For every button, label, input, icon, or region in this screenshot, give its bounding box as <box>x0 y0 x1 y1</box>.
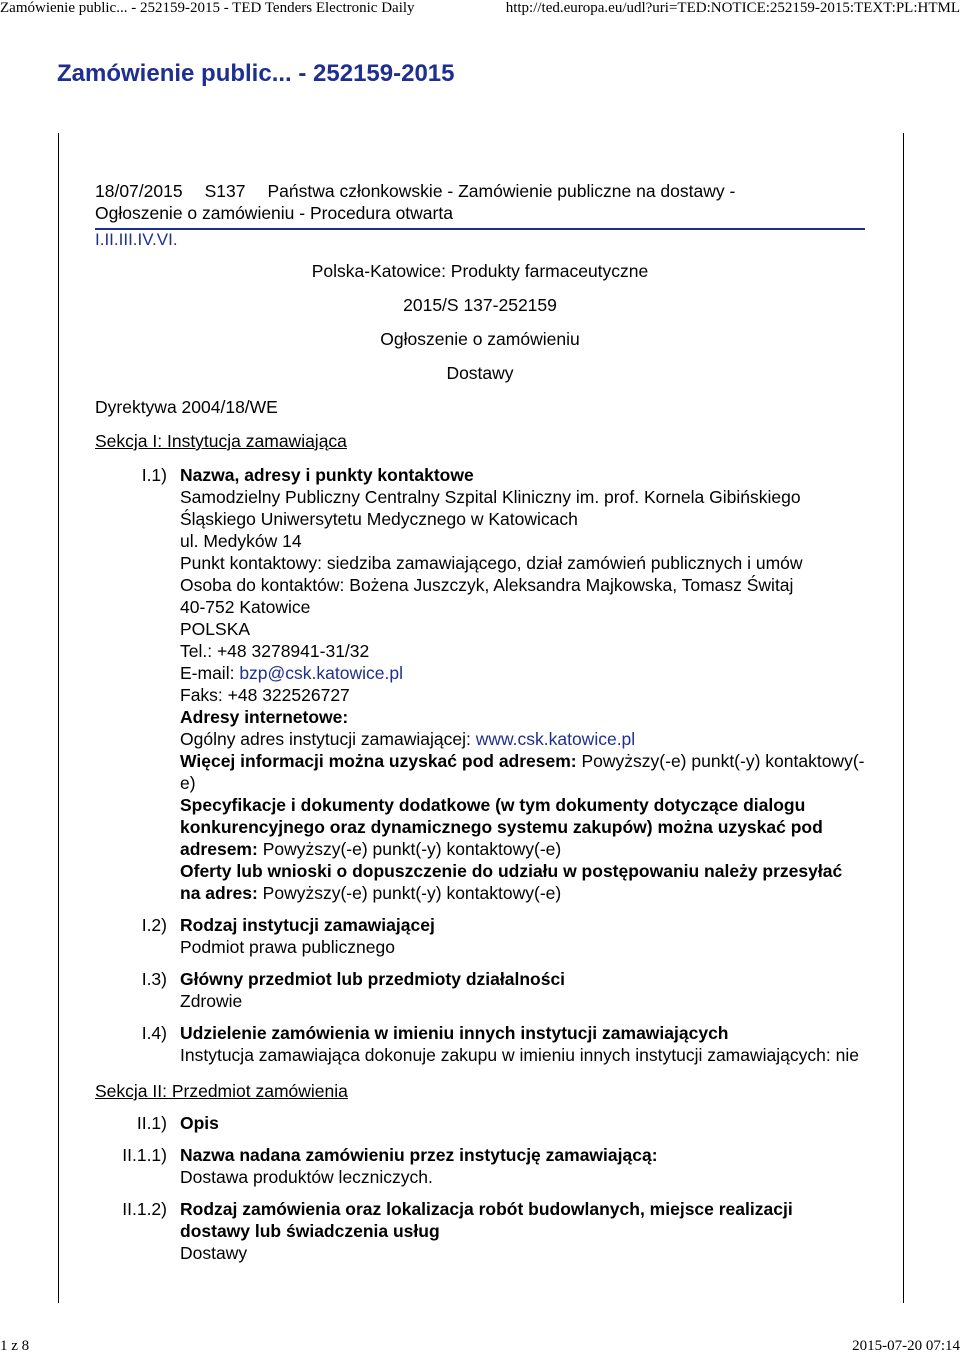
print-timestamp: 2015-07-20 07:14 <box>852 1338 960 1354</box>
item-title: Nazwa, adresy i punkty kontaktowe <box>180 465 474 485</box>
nav-link-section-3[interactable]: III. <box>118 230 138 249</box>
item-value: Podmiot prawa publicznego <box>180 937 395 957</box>
item-number: II.1.2) <box>122 1199 167 1219</box>
contact-point: Punkt kontaktowy: siedziba zamawiającego, dział zamówień publicznych i umów <box>180 553 803 573</box>
item-title: Opis <box>180 1113 219 1133</box>
item-value: Zdrowie <box>180 991 243 1011</box>
notice-series: S137 <box>204 181 246 201</box>
notice-meta <box>95 180 865 202</box>
web-label: Ogólny adres instytucji zamawiającej: <box>180 729 476 749</box>
item-number: I.3) <box>141 969 167 989</box>
browser-header-url: http://ted.europa.eu/udl?uri=TED:NOTICE:252159-2015:TEXT:PL:HTML <box>505 0 960 16</box>
city: 40-752 Katowice <box>180 597 311 617</box>
nav-link-section-4[interactable]: IV. <box>137 230 157 249</box>
spec-value: Powyższy(-e) punkt(-y) kontaktowy(-e) <box>257 839 562 859</box>
telephone: Tel.: +48 3278941-31/32 <box>180 641 370 661</box>
spec-line <box>180 794 865 860</box>
web-link[interactable]: www.csk.katowice.pl <box>475 729 636 749</box>
item-number: I.2) <box>141 915 167 935</box>
web-addresses-title: Adresy internetowe: <box>180 707 349 727</box>
email-label: E-mail: <box>180 663 240 683</box>
item-ii11 <box>95 1144 865 1188</box>
organisation-name: Samodzielny Publiczny Centralny Szpital Kliniczny im. prof. Kornela Gibińskiego Śląskiego Uniwersytetu Medycznego w Katowicach <box>180 487 801 529</box>
notice-number: 2015/S 137-252159 <box>403 295 557 315</box>
country: POLSKA <box>180 619 251 639</box>
item-title: Główny przedmiot lub przedmioty działalności <box>180 969 566 989</box>
item-value: Instytucja zamawiająca dokonuje zakupu w imieniu innych instytucji zamawiających: nie <box>180 1045 859 1065</box>
notice-category: Dostawy <box>446 363 514 383</box>
item-i3 <box>95 968 865 1012</box>
page-title: Zamówienie public... - 252159-2015 <box>57 60 455 87</box>
item-number: II.1.1) <box>122 1145 167 1165</box>
item-value: Dostawy <box>180 1243 248 1263</box>
item-number: I.4) <box>141 1023 167 1043</box>
offers-value: Powyższy(-e) punkt(-y) kontaktowy(-e) <box>257 883 562 903</box>
notice-heading: Polska-Katowice: Produkty farmaceutyczne <box>311 261 649 281</box>
item-ii1 <box>95 1112 865 1134</box>
email-line <box>180 662 865 684</box>
item-title: Udzielenie zamówienia w imieniu innych instytucji zamawiających <box>180 1023 729 1043</box>
more-info-line <box>180 750 865 794</box>
offers-label: Oferty lub wnioski o dopuszczenie do udziału w postępowaniu należy przesyłać na adres: <box>180 861 843 903</box>
item-title: Rodzaj zamówienia oraz lokalizacja robót budowlanych, miejsce realizacji dostawy lub świadczenia usług <box>180 1199 793 1241</box>
notice-type-line1: Państwa członkowskie - Zamówienie publiczne na dostawy - <box>267 181 736 201</box>
street-address: ul. Medyków 14 <box>180 531 302 551</box>
section-nav <box>95 230 865 250</box>
nav-link-section-2[interactable]: II. <box>104 230 119 249</box>
section-1-title: Sekcja I: Instytucja zamawiająca <box>95 431 347 451</box>
fax: Faks: +48 322526727 <box>180 685 350 705</box>
item-i1 <box>95 464 865 904</box>
notice-directive: Dyrektywa 2004/18/WE <box>95 397 278 417</box>
more-info-value: Powyższy(-e) punkt(-y) kontaktowy(-e) <box>180 751 865 793</box>
notice-date: 18/07/2015 <box>95 181 183 201</box>
item-i2 <box>95 914 865 958</box>
web-line <box>180 728 865 750</box>
notice-type-line2: Ogłoszenie o zamówieniu - Procedura otwarta <box>95 203 453 223</box>
nav-link-section-1[interactable]: I. <box>95 230 105 249</box>
offers-line <box>180 860 865 904</box>
notice-content <box>95 180 865 1264</box>
item-ii12 <box>95 1198 865 1264</box>
notice-kind: Ogłoszenie o zamówieniu <box>380 329 580 349</box>
section-2-title: Sekcja II: Przedmiot zamówienia <box>95 1081 348 1101</box>
item-value: Dostawa produktów leczniczych. <box>180 1167 433 1187</box>
item-i4 <box>95 1022 865 1066</box>
item-number: I.1) <box>141 465 167 485</box>
email-link[interactable]: bzp@csk.katowice.pl <box>239 663 403 683</box>
browser-header-title: Zamówienie public... - 252159-2015 - TED Tenders Electronic Daily <box>0 0 415 16</box>
contact-person: Osoba do kontaktów: Bożena Juszczyk, Aleksandra Majkowska, Tomasz Świtaj <box>180 575 794 595</box>
item-title: Nazwa nadana zamówieniu przez instytucję zamawiającą: <box>180 1145 658 1165</box>
spec-label: Specyfikacje i dokumenty dodatkowe (w tym dokumenty dotyczące dialogu konkurencyjnego oraz dynamicznego systemu zakupów) można uzyskać pod adresem: <box>180 795 823 859</box>
more-info-label: Więcej informacji można uzyskać pod adresem: <box>180 751 577 771</box>
page-counter: 1 z 8 <box>0 1338 30 1354</box>
item-title: Rodzaj instytucji zamawiającej <box>180 915 435 935</box>
item-number: II.1) <box>136 1113 167 1133</box>
nav-link-section-6[interactable]: VI. <box>156 230 178 249</box>
